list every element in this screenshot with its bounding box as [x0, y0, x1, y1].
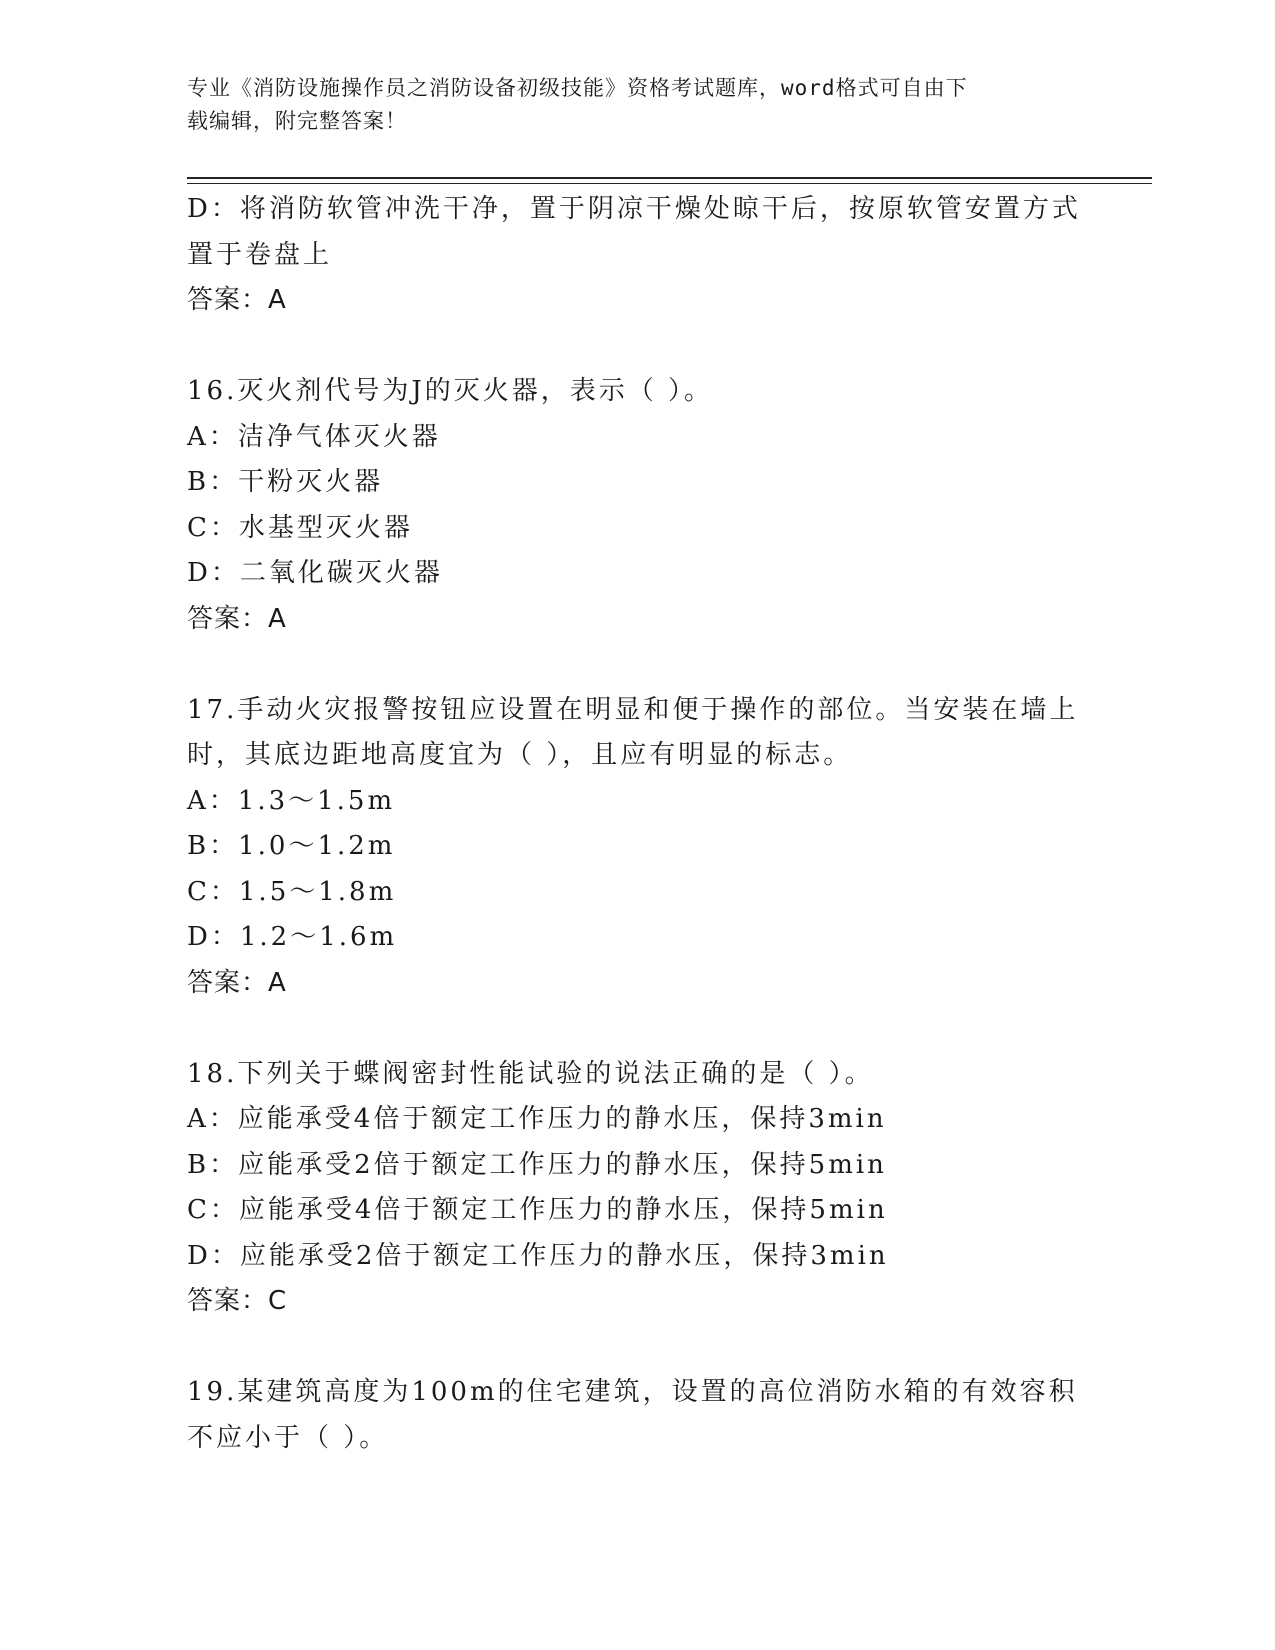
question-17: [187, 688, 1087, 1007]
question-stem: 16.灭火剂代号为J的灭火器，表示（ ）。: [187, 376, 714, 406]
option-d: D：1.2～1.6m: [187, 922, 398, 952]
option-c: C：水基型灭火器: [187, 512, 413, 543]
option-d: D：将消防软管冲洗干净，置于阴凉干燥处晾干后，按原软管安置方式: [187, 194, 1081, 224]
header-divider-thin: [187, 183, 1152, 184]
question-16: [187, 369, 1087, 642]
option-c: C：1.5～1.8m: [187, 876, 397, 907]
option-d: D：应能承受2倍于额定工作压力的静水压，保持3min: [187, 1240, 889, 1271]
option-b: B：干粉灭火器: [187, 467, 384, 497]
spacer: [187, 1325, 1087, 1371]
header-line-2: 载编辑，附完整答案！: [187, 109, 407, 133]
option-a: A：1.3～1.5m: [187, 785, 396, 816]
option-b: B：1.0～1.2m: [187, 831, 396, 861]
question-stem-continued: 时，其底边距地高度宜为（ ），且应有明显的标志。: [187, 740, 853, 770]
option-c: C：应能承受4倍于额定工作压力的静水压，保持5min: [187, 1195, 888, 1225]
answer-line: 答案：A: [187, 285, 287, 315]
question-list: [187, 187, 1087, 1461]
spacer: [187, 642, 1087, 688]
question-stem: 17.手动火灾报警按钮应设置在明显和便于操作的部位。当安装在墙上: [187, 694, 1079, 725]
answer-line: 答案：C: [187, 1286, 288, 1316]
question-stem-continued: 不应小于（ ）。: [187, 1422, 389, 1453]
option-a: A：洁净气体灭火器: [187, 421, 441, 452]
option-d: D：二氧化碳灭火器: [187, 558, 443, 588]
question-stem: 18.下列关于蝶阀密封性能试验的说法正确的是（ ）。: [187, 1058, 874, 1089]
previous-question-tail: [187, 187, 1087, 324]
option-a: A：应能承受4倍于额定工作压力的静水压，保持3min: [187, 1104, 887, 1134]
spacer: [187, 1006, 1087, 1052]
question-18: [187, 1052, 1087, 1325]
header-divider-thick: [187, 177, 1152, 179]
question-19: [187, 1370, 1087, 1461]
answer-line: 答案：A: [187, 603, 287, 634]
spacer: [187, 324, 1087, 370]
document-header: [187, 72, 1087, 138]
answer-line: 答案：A: [187, 967, 287, 998]
question-stem: 19.某建筑高度为100m的住宅建筑，设置的高位消防水箱的有效容积: [187, 1377, 1078, 1407]
option-d-continued: 置于卷盘上: [187, 239, 333, 270]
header-line-1: 专业《消防设施操作员之消防设备初级技能》资格考试题库，word格式可自由下: [187, 76, 968, 100]
option-b: B：应能承受2倍于额定工作压力的静水压，保持5min: [187, 1149, 887, 1180]
